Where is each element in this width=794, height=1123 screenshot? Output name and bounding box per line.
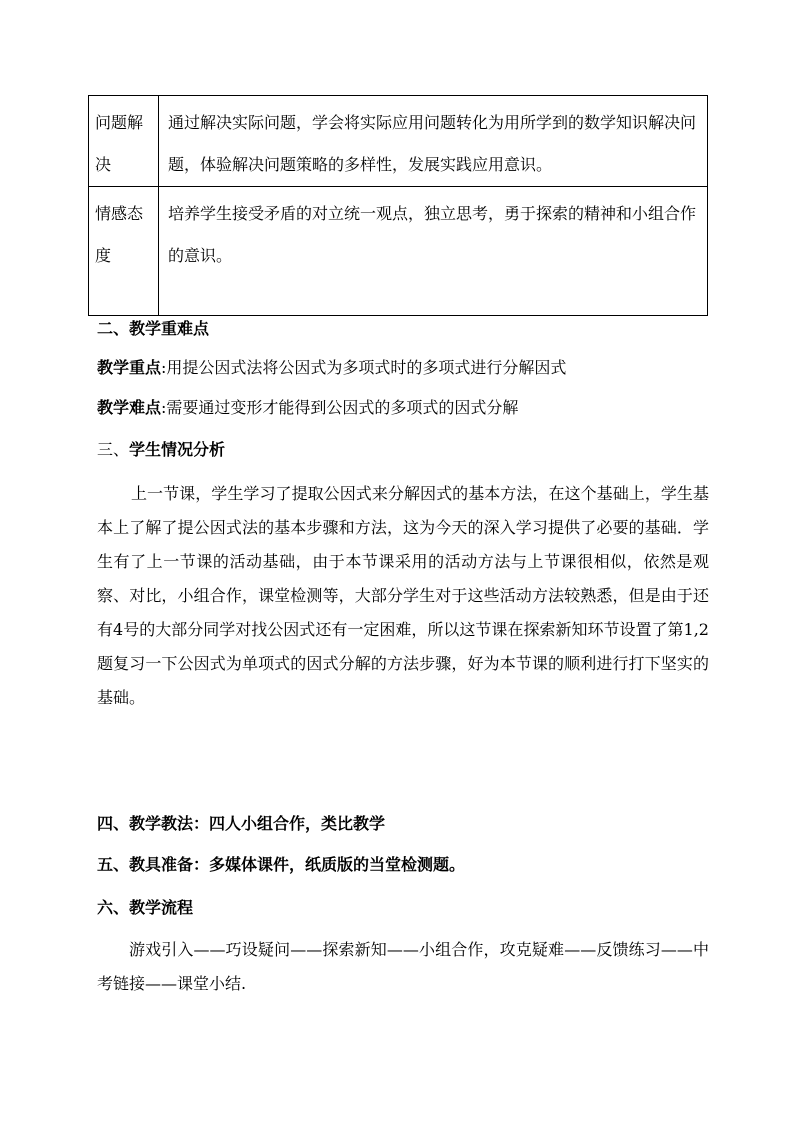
section4-heading: 四、教学教法：四人小组合作，类比教学	[97, 814, 386, 833]
difficulty-line	[97, 391, 709, 425]
goals-table	[88, 95, 708, 316]
teaching-flow: 游戏引入——巧设疑问——探索新知——小组合作，攻克疑难——反馈练习——中考链接——课堂小结.	[97, 940, 709, 993]
table-row	[89, 187, 708, 316]
key-point-text: :用提公因式法将公因式为多项式时的多项式进行分解因式	[161, 358, 567, 377]
difficulty-text: :需要通过变形才能得到公因式的多项式的因式分解	[161, 398, 519, 417]
section2-heading: 二、教学重难点	[97, 319, 210, 338]
row-content: 通过解决实际问题，学会将实际应用问题转化为用所学到的数学知识解决问题，体验解决问题策略的多样性，发展实践应用意识。	[159, 96, 708, 187]
section3-paragraph: 上一节课，学生学习了提取公因式来分解因式的基本方法，在这个基础上，学生基本上了解了提公因式法的基本步骤和方法，这为今天的深入学习提供了必要的基础．学生有了上一节课的活动基础，由于本节课采用的活动方法与上节课很相似，依然是观察、对比，小组合作，课堂检测等，大部分学生对于这些活动方法较熟悉，但是由于还有4号的大部分同学对找公因式还有一定困难，所以这节课在探索新知环节设置了第1,2题复习一下公因式为单项式的因式分解的方法步骤，好为本节课的顺利进行打下坚实的基础。	[97, 484, 709, 707]
key-point-label: 教学重点	[97, 358, 162, 377]
row-content: 培养学生接受矛盾的对立统一观点，独立思考，勇于探索的精神和小组合作的意识。	[159, 187, 708, 316]
difficulty-label: 教学难点	[97, 398, 162, 417]
section6-heading: 六、教学流程	[97, 898, 194, 917]
key-point-line	[97, 351, 709, 385]
section5-heading: 五、教具准备：多媒体课件，纸质版的当堂检测题。	[97, 855, 466, 874]
section3-heading-prefix: 三、	[97, 440, 130, 459]
table-row	[89, 96, 708, 187]
row-label: 情感态度	[89, 187, 159, 316]
section3-heading	[97, 433, 709, 467]
section3-heading-title: 学生情况分析	[129, 440, 226, 459]
row-label: 问题解决	[89, 96, 159, 187]
